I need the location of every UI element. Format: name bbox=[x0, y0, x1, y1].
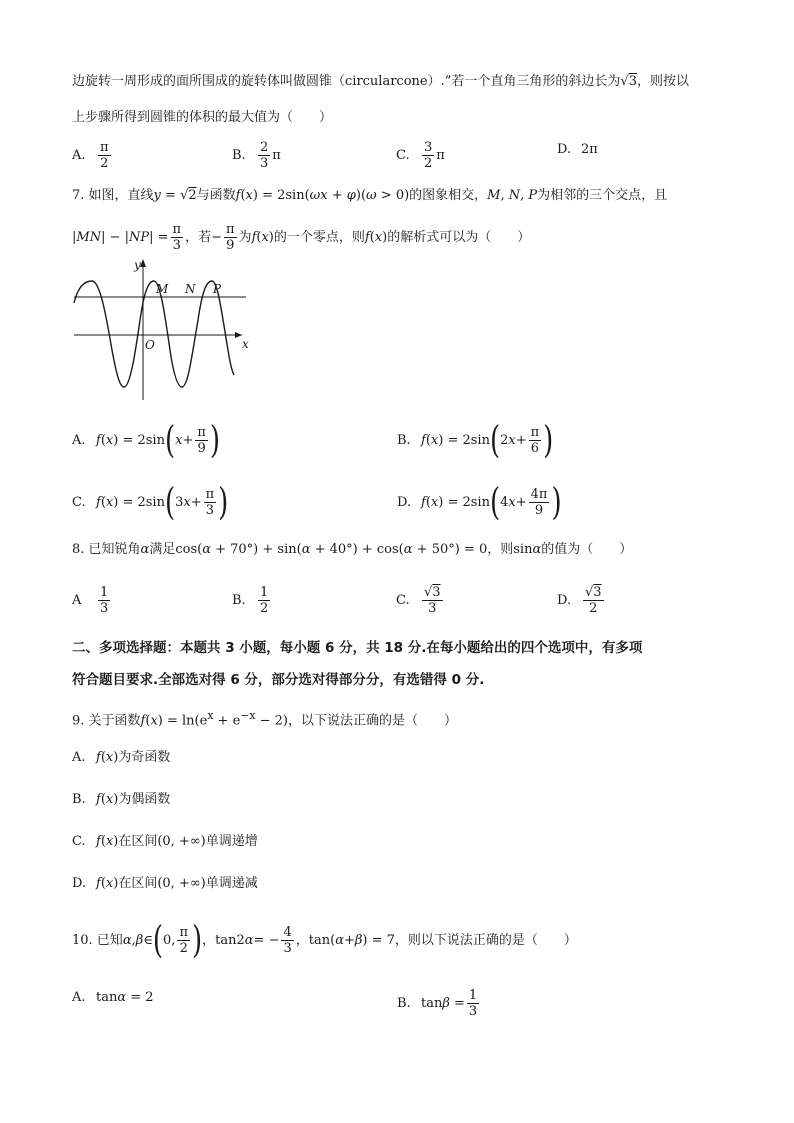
q9-option-d[interactable]: D. f ( x ) 在区间 (0, +∞) 单调递减 bbox=[72, 876, 258, 891]
q6-text-a: 边旋转一周形成的面所围成的旋转体叫做圆锥（circularcone）.”若一个直角三角形的斜边长为 bbox=[72, 74, 621, 89]
sine-graph-figure bbox=[70, 255, 250, 405]
x-axis-arrow bbox=[235, 332, 242, 338]
q10-option-b[interactable]: B. tanβ = $\frac{1}{3}$ bbox=[397, 988, 478, 1019]
q6-text-line-1: 边旋转一周形成的面所围成的旋转体叫做圆锥（circularcone）.”若一个直角三角形的斜边长为√3，则按以 bbox=[72, 74, 689, 89]
q10-option-a[interactable]: A. tanα = 2 bbox=[72, 990, 154, 1005]
q7-option-b[interactable]: B. f ( x ) = 2sin ( 2 x + $\frac{\pi}{6}$ ) bbox=[397, 418, 554, 463]
q8-option-d[interactable]: D. $\frac{√3}{2}$ bbox=[557, 585, 602, 616]
point-m-label: M bbox=[156, 282, 169, 296]
q7-option-c[interactable]: C. f ( x ) = 2sin ( 3 x + $\frac{\pi}{3}$ ) bbox=[72, 480, 229, 525]
y-axis-label: y bbox=[134, 258, 141, 272]
point-n-label: N bbox=[185, 282, 196, 296]
q9-option-c[interactable]: C. f ( x ) 在区间 (0, +∞) 单调递增 bbox=[72, 834, 258, 849]
y-axis-arrow bbox=[140, 259, 146, 267]
q7-stem-line-2: |MN| − |NP| = $\frac{\pi}{3}$ ，若 − $\frac{\pi}{9}$ 为 f ( x ) 的一个零点，则 f ( x ) 的解析式可以为（ ） bbox=[72, 222, 531, 253]
q6-option-a[interactable]: A. $\frac{\pi}{2}$ bbox=[72, 140, 109, 171]
section-2-heading-line-2: 符合题目要求.全部选对得 6 分，部分选对得部分分，有选错得 0 分. bbox=[72, 672, 485, 688]
q9-option-a[interactable]: A. f ( x ) 为奇函数 bbox=[72, 750, 171, 765]
q6-text-b: ，则按以 bbox=[636, 74, 689, 89]
q6-option-b[interactable]: B. $\frac{2}{3}$ π bbox=[232, 140, 281, 171]
q7-stem-line-1: 7. 如图，直线y = √2与函数f(x) = 2sin(ωx + φ)(ω > 0)的图象相交，M, N, P为相邻的三个交点，且 bbox=[72, 188, 668, 203]
q8-stem: 8. 已知锐角α满足cos(α + 70°) + sin(α + 40°) + cos(α + 50°) = 0，则sinα的值为（ ） bbox=[72, 542, 633, 557]
q6-option-c[interactable]: C. $\frac{3}{2}$ π bbox=[396, 140, 445, 171]
origin-label: O bbox=[145, 338, 155, 352]
q10-stem: 10. 已知 α , β ∈ ( 0, $\frac{\pi}{2}$ ) ， tan2 α = − $\frac{4}{3}$ ， tan( α + β ) = 7 ，则以下说法正确的是（ ） bbox=[72, 918, 577, 963]
q6-text-line-2: 上步骤所得到圆锥的体积的最大值为（ ） bbox=[72, 110, 333, 125]
q8-option-c[interactable]: C. $\frac{√3}{3}$ bbox=[396, 585, 441, 616]
q7-option-d[interactable]: D. f ( x ) = 2sin ( 4 x + $\frac{4\pi}{9}$ ) bbox=[397, 480, 562, 525]
section-2-heading-line-1: 二、多项选择题：本题共 3 小题，每小题 6 分，共 18 分.在每小题给出的四个选项中，有多项 bbox=[72, 640, 643, 656]
q6-option-d[interactable]: D. 2π bbox=[557, 142, 598, 157]
x-axis-label: x bbox=[242, 337, 249, 351]
point-p-label: P bbox=[213, 282, 222, 296]
q8-option-b[interactable]: B. $\frac{1}{2}$ bbox=[232, 585, 269, 616]
q9-option-b[interactable]: B. f ( x ) 为偶函数 bbox=[72, 792, 171, 807]
q8-option-a[interactable]: A $\frac{1}{3}$ bbox=[72, 585, 109, 616]
q7-option-a[interactable]: A. f ( x ) = 2sin ( x + $\frac{\pi}{9}$ ) bbox=[72, 418, 221, 463]
q9-stem: 9. 关于函数$f(x) = \ln(e^x + e^{-x} - 2)$，以下说法正确的是（ ） bbox=[72, 709, 457, 729]
